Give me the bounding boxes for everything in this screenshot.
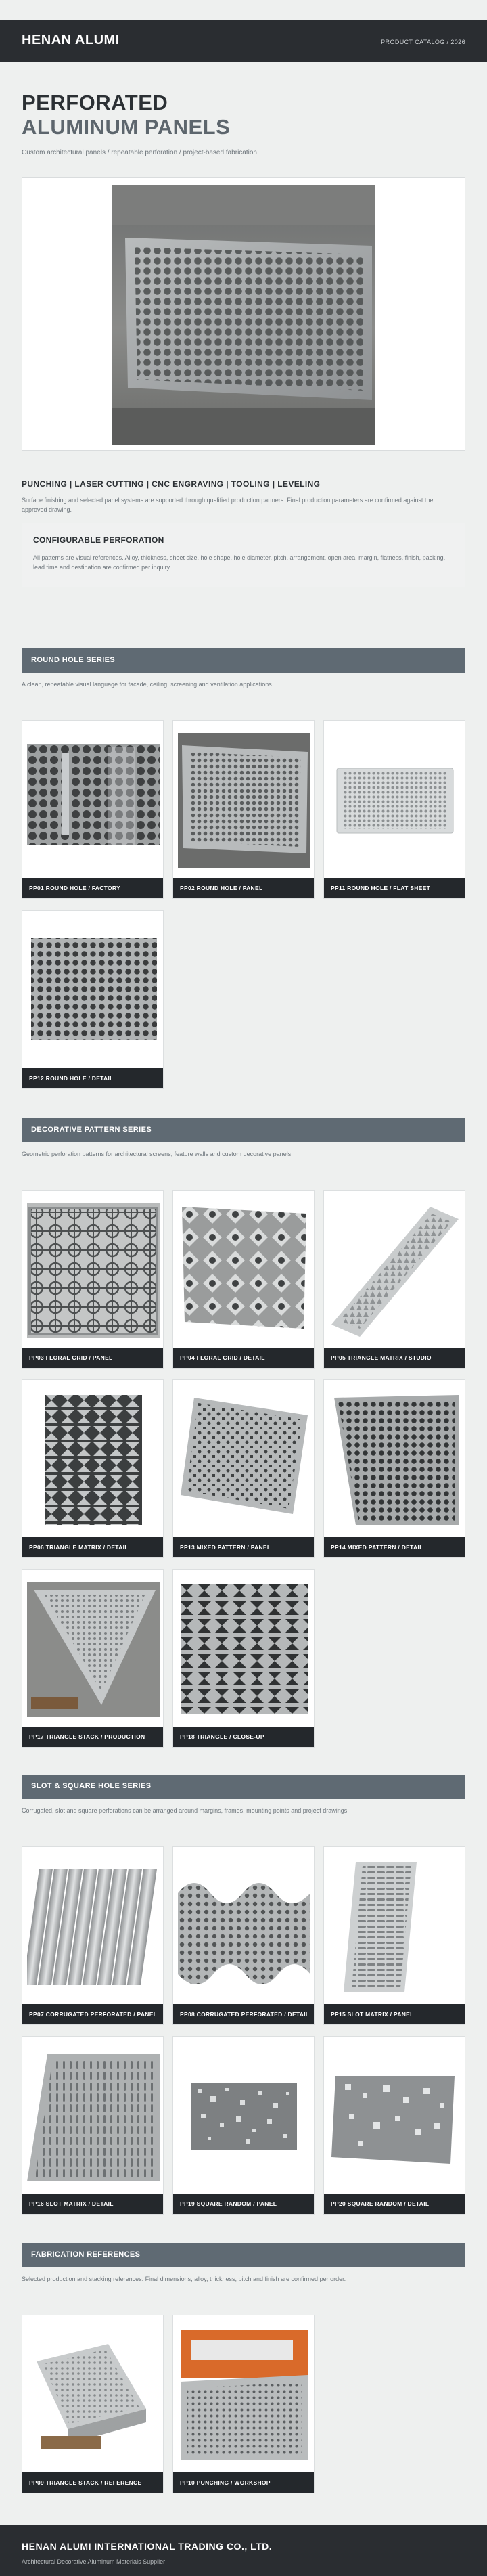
product-card-pp12[interactable] xyxy=(22,910,164,1089)
product-caption-bar xyxy=(324,878,465,898)
section-title: DECORATIVE PATTERN SERIES xyxy=(31,1126,152,1134)
product-caption: PP05 TRIANGLE MATRIX / STUDIO xyxy=(331,1354,432,1361)
brand-logo[interactable]: HENAN ALUMI xyxy=(22,32,120,47)
product-caption: PP15 SLOT MATRIX / PANEL xyxy=(331,2011,414,2018)
section-description: Geometric perforation patterns for architectural screens, feature walls and custom decorative panels. xyxy=(22,1151,293,1157)
hero-title-line2: ALUMINUM PANELS xyxy=(22,115,231,139)
product-caption: PP11 ROUND HOLE / FLAT SHEET xyxy=(331,885,431,891)
product-caption: PP07 CORRUGATED PERFORATED / PANEL xyxy=(29,2011,158,2018)
catalog-label: PRODUCT CATALOG / 2026 xyxy=(381,39,465,45)
product-caption: PP08 CORRUGATED PERFORATED / DETAIL xyxy=(180,2011,310,2018)
product-card-pp11[interactable] xyxy=(323,720,465,899)
product-caption-bar xyxy=(173,1348,314,1368)
section-description: Selected production and stacking references. Final dimensions, alloy, thickness, pitch and finish are confirmed per order. xyxy=(22,2275,346,2282)
product-card-pp14[interactable] xyxy=(323,1379,465,1558)
product-card-pp15[interactable] xyxy=(323,1846,465,2025)
product-caption-bar xyxy=(22,1727,163,1747)
round-hole-panel-image xyxy=(178,733,310,868)
corrugated-detail-image xyxy=(178,1859,310,1995)
product-card-pp05[interactable] xyxy=(323,1190,465,1369)
product-caption: PP01 ROUND HOLE / FACTORY xyxy=(29,885,121,891)
triangle-matrix-studio-image xyxy=(329,1203,461,1338)
hero-title-line1: PERFORATED xyxy=(22,91,168,114)
product-card-pp18[interactable] xyxy=(172,1569,315,1748)
hero-image-card xyxy=(22,177,465,451)
product-card-pp10[interactable] xyxy=(172,2315,315,2493)
square-random-panel-image xyxy=(178,2049,310,2184)
product-caption: PP18 TRIANGLE / CLOSE-UP xyxy=(180,1733,264,1740)
product-caption-bar xyxy=(22,1068,163,1088)
product-caption: PP17 TRIANGLE STACK / PRODUCTION xyxy=(29,1733,145,1740)
product-card-pp13[interactable] xyxy=(172,1379,315,1558)
product-caption: PP02 ROUND HOLE / PANEL xyxy=(180,885,263,891)
product-caption: PP13 MIXED PATTERN / PANEL xyxy=(180,1544,271,1551)
section-decorative-bar xyxy=(22,1118,465,1142)
product-caption-bar xyxy=(173,878,314,898)
product-caption-bar xyxy=(173,2004,314,2024)
product-caption: PP12 ROUND HOLE / DETAIL xyxy=(29,1075,114,1082)
footer xyxy=(0,2525,487,2576)
product-caption: PP19 SQUARE RANDOM / PANEL xyxy=(180,2200,277,2207)
product-caption-bar xyxy=(173,2472,314,2493)
floral-grid-detail-image xyxy=(178,1203,310,1338)
product-caption-bar xyxy=(22,2004,163,2024)
product-card-pp06[interactable] xyxy=(22,1379,164,1558)
square-random-detail-image xyxy=(329,2049,461,2184)
product-card-pp20[interactable] xyxy=(323,2036,465,2215)
footer-company: HENAN ALUMI INTERNATIONAL TRADING CO., LTD. xyxy=(22,2541,273,2552)
configurable-card xyxy=(22,523,465,587)
slot-matrix-panel-image xyxy=(329,1859,461,1995)
section-title: SLOT & SQUARE HOLE SERIES xyxy=(31,1782,152,1790)
mixed-pattern-detail-image xyxy=(329,1392,461,1528)
slot-matrix-detail-image xyxy=(27,2049,160,2184)
triangle-close-up-image xyxy=(178,1582,310,1717)
product-card-pp01[interactable] xyxy=(22,720,164,899)
hero-subtitle: Custom architectural panels / repeatable perforation / project-based fabrication xyxy=(22,149,257,156)
product-caption-bar xyxy=(173,1537,314,1557)
product-caption: PP04 FLORAL GRID / DETAIL xyxy=(180,1354,265,1361)
product-card-pp04[interactable] xyxy=(172,1190,315,1369)
product-card-pp17[interactable] xyxy=(22,1569,164,1748)
section-title: ROUND HOLE SERIES xyxy=(31,656,116,664)
product-caption: PP09 TRIANGLE STACK / REFERENCE xyxy=(29,2479,142,2486)
product-caption-bar xyxy=(22,2194,163,2214)
product-card-pp16[interactable] xyxy=(22,2036,164,2215)
corrugated-panel-image xyxy=(27,1859,160,1995)
section-slot-square-bar xyxy=(22,1775,465,1799)
product-card-pp09[interactable] xyxy=(22,2315,164,2493)
footer-tagline: Architectural Decorative Aluminum Materials Supplier xyxy=(22,2558,166,2565)
capabilities-note: Surface finishing and selected panel systems are supported through qualified production partners. Final production parameters are confirmed against the approved drawing. xyxy=(22,497,434,513)
product-caption-bar xyxy=(22,1348,163,1368)
hero-panel-photo xyxy=(112,185,375,445)
product-caption: PP14 MIXED PATTERN / DETAIL xyxy=(331,1544,423,1551)
triangle-stack-reference-image xyxy=(27,2328,160,2463)
product-caption-bar xyxy=(324,2194,465,2214)
product-caption-bar xyxy=(324,2004,465,2024)
product-card-pp03[interactable] xyxy=(22,1190,164,1369)
product-caption-bar xyxy=(22,2472,163,2493)
product-caption-bar xyxy=(173,1727,314,1747)
product-caption-bar xyxy=(324,1348,465,1368)
top-bar xyxy=(0,20,487,62)
product-caption-bar xyxy=(173,2194,314,2214)
product-card-pp02[interactable] xyxy=(172,720,315,899)
section-description: A clean, repeatable visual language for facade, ceiling, screening and ventilation applications. xyxy=(22,681,274,688)
product-caption: PP20 SQUARE RANDOM / DETAIL xyxy=(331,2200,430,2207)
round-hole-factory-image xyxy=(27,733,160,868)
section-round-hole-bar xyxy=(22,648,465,673)
product-caption-bar xyxy=(22,878,163,898)
product-caption: PP03 FLORAL GRID / PANEL xyxy=(29,1354,113,1361)
section-fabrication-bar xyxy=(22,2243,465,2267)
product-caption: PP10 PUNCHING / WORKSHOP xyxy=(180,2479,271,2486)
round-hole-flat-sheet-image xyxy=(329,733,461,868)
product-caption: PP06 TRIANGLE MATRIX / DETAIL xyxy=(29,1544,129,1551)
product-card-pp19[interactable] xyxy=(172,2036,315,2215)
round-hole-detail-image xyxy=(27,923,160,1059)
configurable-title: CONFIGURABLE PERFORATION xyxy=(33,535,164,545)
product-caption-bar xyxy=(22,1537,163,1557)
configurable-text: All patterns are visual references. Alloy, thickness, sheet size, hole shape, hole diameter, pitch, arrangement, open area, margin, flatness, finish, packing, lead time and destination are confirmed per inquiry. xyxy=(33,554,446,571)
product-caption-bar xyxy=(324,1537,465,1557)
product-card-pp08[interactable] xyxy=(172,1846,315,2025)
section-title: FABRICATION REFERENCES xyxy=(31,2250,141,2259)
product-caption: PP16 SLOT MATRIX / DETAIL xyxy=(29,2200,114,2207)
section-description: Corrugated, slot and square perforations can be arranged around margins, frames, mounting points and project drawings. xyxy=(22,1807,349,1814)
triangle-matrix-detail-image xyxy=(27,1392,160,1528)
capabilities-line: PUNCHING | LASER CUTTING | CNC ENGRAVING | TOOLING | LEVELING xyxy=(22,479,321,489)
floral-grid-panel-image xyxy=(27,1203,160,1338)
product-card-pp07[interactable] xyxy=(22,1846,164,2025)
mixed-pattern-panel-image xyxy=(178,1392,310,1528)
triangle-stack-production-image xyxy=(27,1582,160,1717)
punching-workshop-image xyxy=(178,2328,310,2463)
